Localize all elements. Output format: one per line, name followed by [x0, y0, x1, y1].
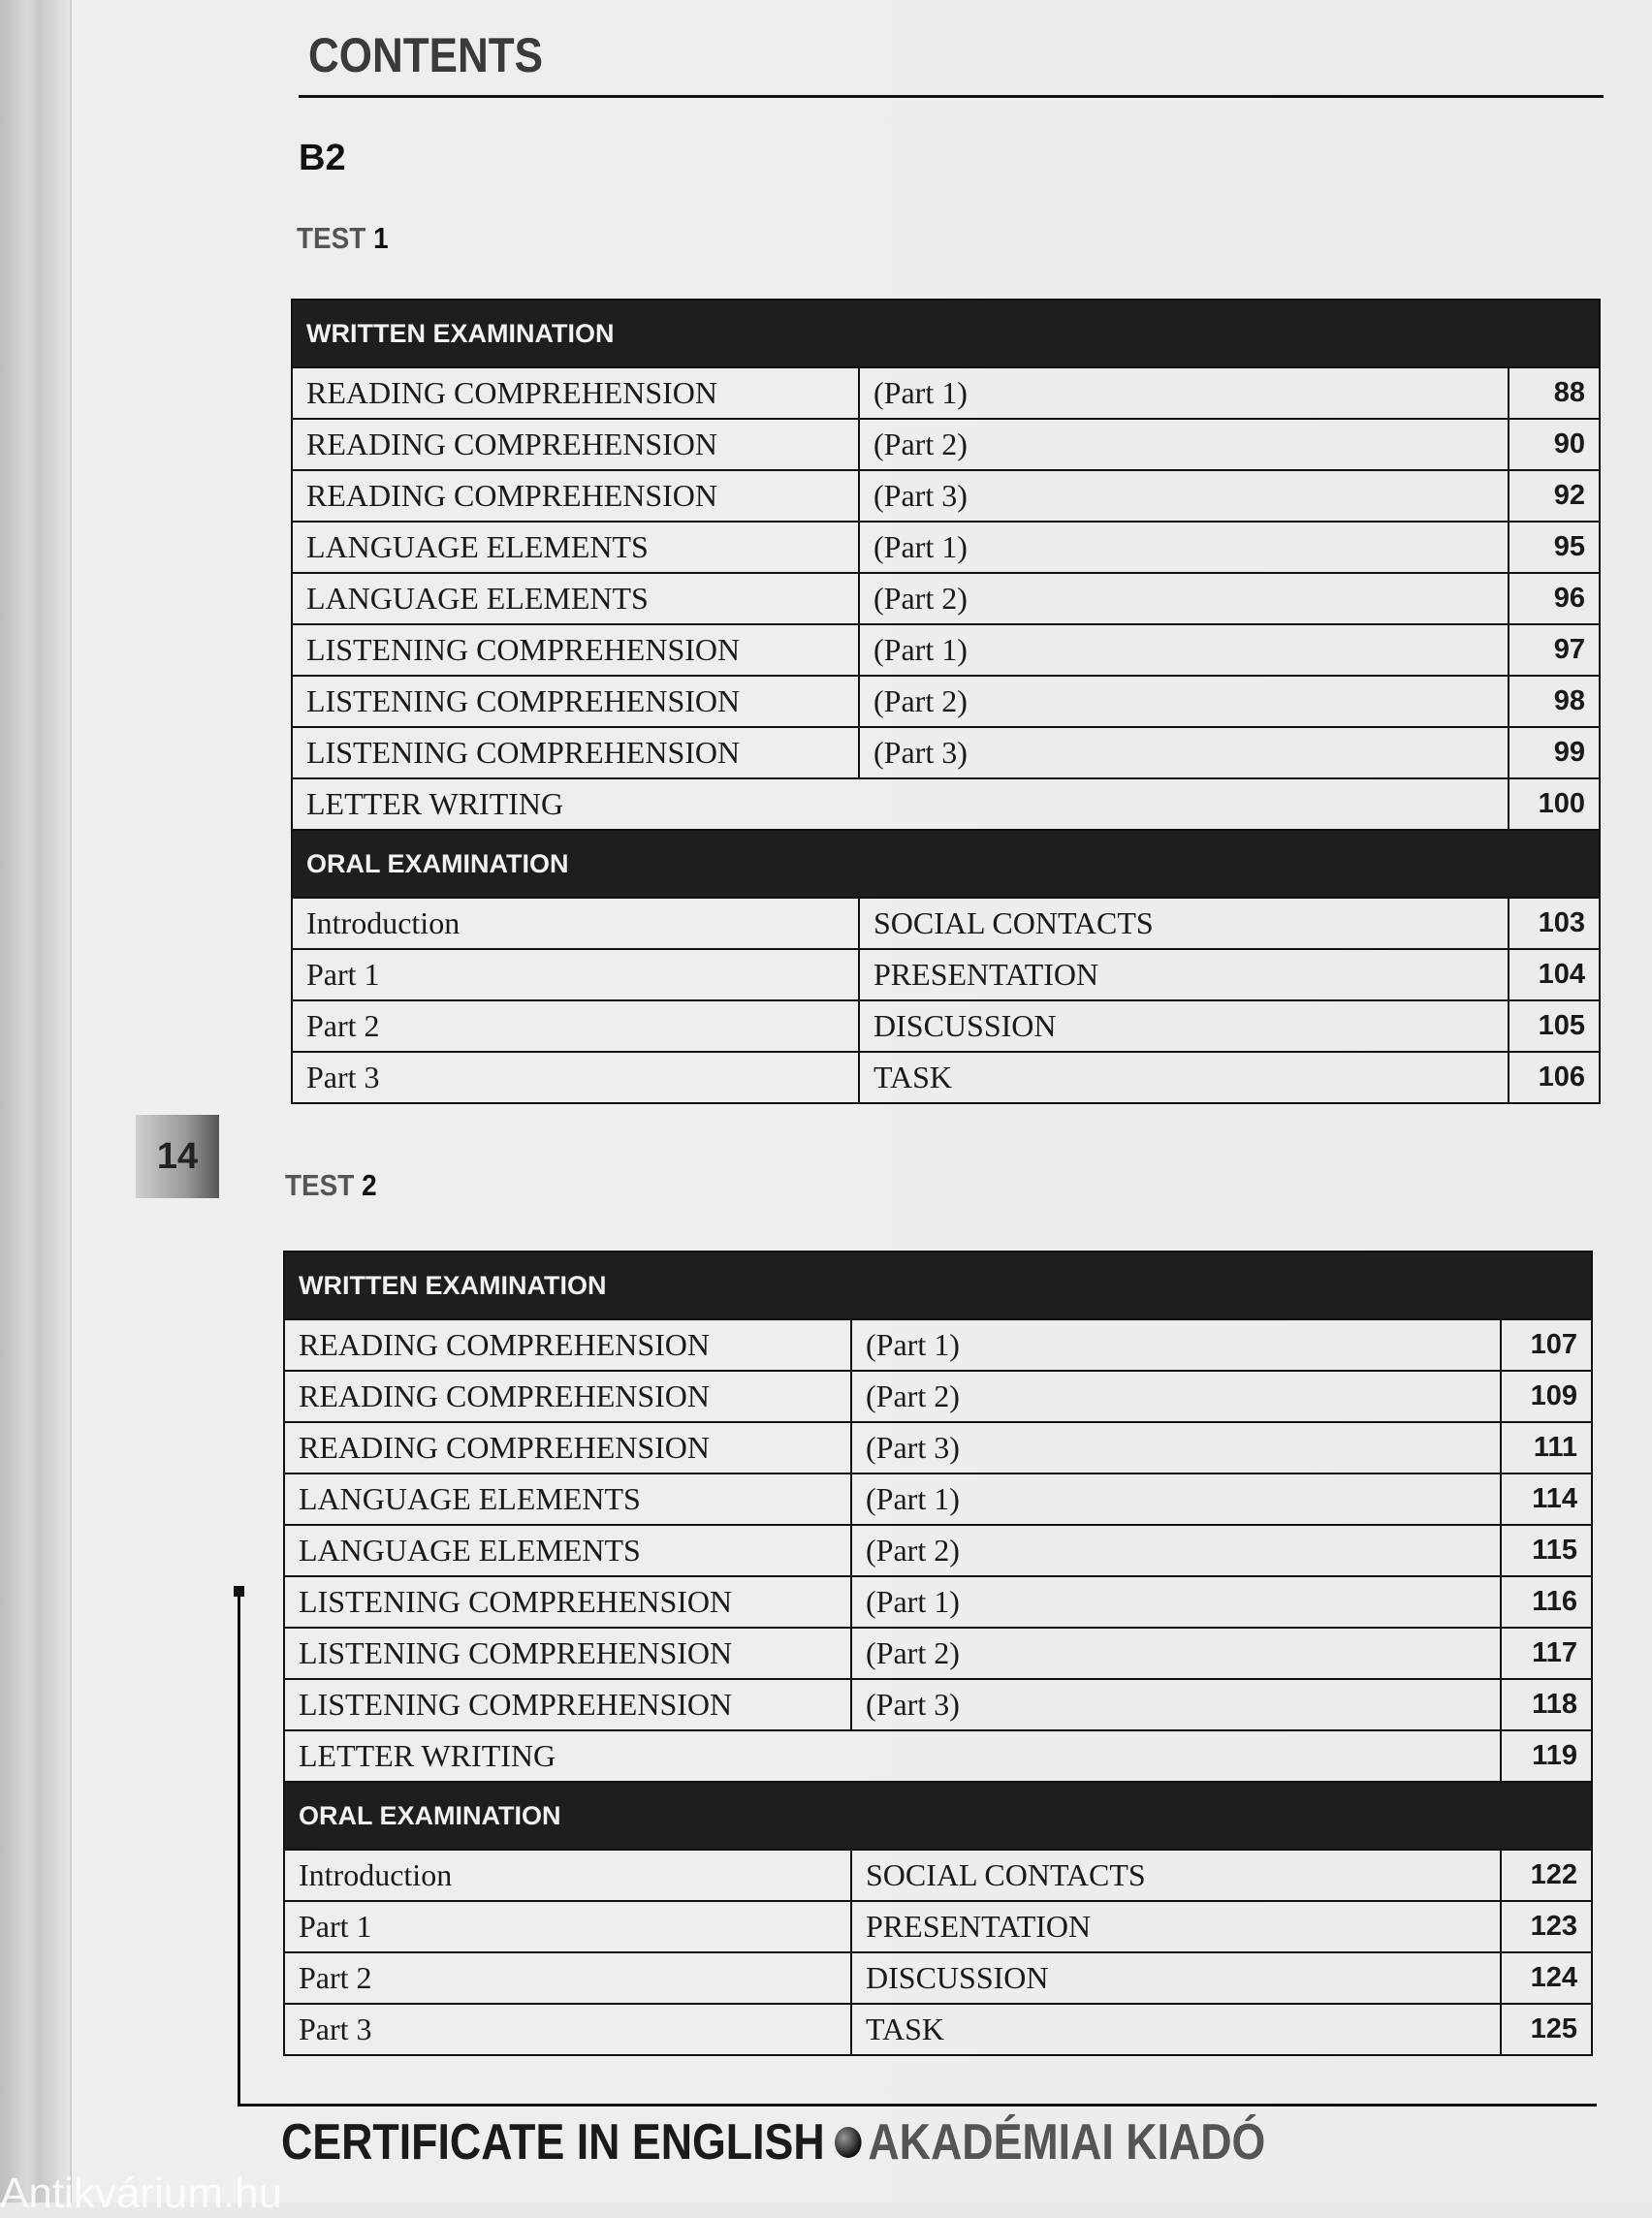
table-row[interactable]	[292, 470, 1600, 522]
test-number: 2	[362, 1168, 377, 1202]
page-number-cell: 111	[1501, 1422, 1592, 1473]
page-number-cell: 122	[1501, 1850, 1592, 1901]
page-number-cell: 96	[1509, 573, 1600, 624]
level-label: B2	[299, 138, 346, 178]
table-row[interactable]	[292, 573, 1600, 624]
oral-examination-header	[292, 830, 1600, 898]
footer-rule	[238, 2104, 1597, 2107]
part-cell: (Part 1)	[851, 1473, 1501, 1525]
task-cell: TASK	[859, 1052, 1509, 1103]
part-cell: (Part 3)	[859, 727, 1509, 778]
part-cell: (Part 2)	[851, 1525, 1501, 1576]
table-row[interactable]	[292, 949, 1600, 1000]
part-cell: (Part 2)	[859, 419, 1509, 470]
page-number-cell: 124	[1501, 1952, 1592, 2004]
section-heading: ORAL EXAMINATION	[284, 1782, 1592, 1850]
page-number-cell: 95	[1509, 522, 1600, 573]
letter-writing-cell: LETTER WRITING	[292, 778, 1509, 830]
table-row[interactable]	[284, 1319, 1592, 1371]
part-cell: (Part 1)	[859, 367, 1509, 419]
page-number-badge: 14	[136, 1115, 219, 1198]
page-number-cell: 114	[1501, 1473, 1592, 1525]
part-cell: Part 2	[292, 1000, 859, 1052]
page-number-cell: 105	[1509, 1000, 1600, 1052]
part-cell: Introduction	[292, 898, 859, 949]
table-row[interactable]	[292, 898, 1600, 949]
table-row[interactable]	[284, 1525, 1592, 1576]
page-number-cell: 97	[1509, 624, 1600, 676]
part-cell: Introduction	[284, 1850, 851, 1901]
skill-cell: LANGUAGE ELEMENTS	[292, 573, 859, 624]
table-row[interactable]	[284, 1473, 1592, 1525]
skill-cell: READING COMPREHENSION	[284, 1319, 851, 1371]
skill-cell: LISTENING COMPREHENSION	[292, 727, 859, 778]
test-1-contents-table	[291, 299, 1601, 1104]
skill-cell: LANGUAGE ELEMENTS	[284, 1473, 851, 1525]
table-row[interactable]	[284, 1422, 1592, 1473]
part-cell: (Part 3)	[851, 1679, 1501, 1730]
title-rule	[299, 95, 1604, 98]
part-cell: (Part 1)	[859, 624, 1509, 676]
page-number-cell: 100	[1509, 778, 1600, 830]
table-row[interactable]	[292, 676, 1600, 727]
oral-examination-header	[284, 1782, 1592, 1850]
part-cell: Part 3	[284, 2004, 851, 2055]
page-number-cell: 123	[1501, 1901, 1592, 1952]
book-spine	[0, 0, 72, 2202]
page-number-cell: 116	[1501, 1576, 1592, 1628]
test-1-heading	[297, 221, 389, 256]
task-cell: TASK	[851, 2004, 1501, 2055]
page-number-cell: 106	[1509, 1052, 1600, 1103]
skill-cell: READING COMPREHENSION	[292, 419, 859, 470]
table-row[interactable]	[284, 1371, 1592, 1422]
page-number-cell: 98	[1509, 676, 1600, 727]
table-row[interactable]	[292, 367, 1600, 419]
page-number-cell: 92	[1509, 470, 1600, 522]
task-cell: PRESENTATION	[859, 949, 1509, 1000]
footer-imprint	[281, 2113, 1265, 2171]
page-number-cell: 88	[1509, 367, 1600, 419]
page-number-cell: 90	[1509, 419, 1600, 470]
part-cell: (Part 2)	[859, 573, 1509, 624]
table-row[interactable]	[292, 778, 1600, 830]
table-row[interactable]	[284, 1730, 1592, 1782]
letter-writing-cell: LETTER WRITING	[284, 1730, 1501, 1782]
page-number-cell: 125	[1501, 2004, 1592, 2055]
table-row[interactable]	[292, 624, 1600, 676]
watermark: Antikvárium.hu	[0, 2170, 283, 2217]
part-cell: (Part 1)	[851, 1319, 1501, 1371]
task-cell: DISCUSSION	[859, 1000, 1509, 1052]
test-number: 1	[373, 221, 389, 255]
skill-cell: LISTENING COMPREHENSION	[284, 1628, 851, 1679]
skill-cell: LISTENING COMPREHENSION	[284, 1576, 851, 1628]
task-cell: DISCUSSION	[851, 1952, 1501, 2004]
skill-cell: LANGUAGE ELEMENTS	[292, 522, 859, 573]
part-cell: Part 1	[284, 1901, 851, 1952]
page-number-cell: 115	[1501, 1525, 1592, 1576]
table-row[interactable]	[284, 1850, 1592, 1901]
skill-cell: LISTENING COMPREHENSION	[292, 676, 859, 727]
page-number-cell: 103	[1509, 898, 1600, 949]
table-row[interactable]	[292, 727, 1600, 778]
skill-cell: READING COMPREHENSION	[284, 1422, 851, 1473]
series-title: CERTIFICATE IN ENGLISH	[281, 2114, 825, 2170]
skill-cell: READING COMPREHENSION	[292, 367, 859, 419]
part-cell: Part 2	[284, 1952, 851, 2004]
skill-cell: LANGUAGE ELEMENTS	[284, 1525, 851, 1576]
task-cell: PRESENTATION	[851, 1901, 1501, 1952]
part-cell: Part 3	[292, 1052, 859, 1103]
section-heading: WRITTEN EXAMINATION	[284, 1252, 1592, 1319]
table-row[interactable]	[292, 419, 1600, 470]
task-cell: SOCIAL CONTACTS	[859, 898, 1509, 949]
part-cell: (Part 3)	[859, 470, 1509, 522]
table-row[interactable]	[292, 1052, 1600, 1103]
table-row[interactable]	[284, 1679, 1592, 1730]
part-cell: (Part 3)	[851, 1422, 1501, 1473]
table-row[interactable]	[284, 1576, 1592, 1628]
part-cell: Part 1	[292, 949, 859, 1000]
task-cell: SOCIAL CONTACTS	[851, 1850, 1501, 1901]
bracket-line-vertical	[238, 1590, 240, 2107]
page-number-cell: 107	[1501, 1319, 1592, 1371]
test-2-heading	[285, 1168, 377, 1203]
page-number-cell: 118	[1501, 1679, 1592, 1730]
part-cell: (Part 2)	[851, 1371, 1501, 1422]
skill-cell: READING COMPREHENSION	[292, 470, 859, 522]
table-row[interactable]	[292, 522, 1600, 573]
part-cell: (Part 2)	[859, 676, 1509, 727]
table-row[interactable]	[284, 1628, 1592, 1679]
part-cell: (Part 2)	[851, 1628, 1501, 1679]
publisher-name: AKADÉMIAI KIADÓ	[868, 2114, 1266, 2170]
table-row[interactable]	[292, 1000, 1600, 1052]
written-examination-header	[284, 1252, 1592, 1319]
part-cell: (Part 1)	[859, 522, 1509, 573]
page-number-cell: 119	[1501, 1730, 1592, 1782]
page-number-cell: 109	[1501, 1371, 1592, 1422]
page-number-cell: 99	[1509, 727, 1600, 778]
part-cell: (Part 1)	[851, 1576, 1501, 1628]
test-2-contents-table	[283, 1251, 1593, 2056]
section-heading: ORAL EXAMINATION	[292, 830, 1600, 898]
skill-cell: LISTENING COMPREHENSION	[292, 624, 859, 676]
skill-cell: LISTENING COMPREHENSION	[284, 1679, 851, 1730]
page-number-cell: 117	[1501, 1628, 1592, 1679]
table-row[interactable]	[284, 2004, 1592, 2055]
skill-cell: READING COMPREHENSION	[284, 1371, 851, 1422]
bullet-icon	[835, 2127, 862, 2158]
page-title: CONTENTS	[308, 28, 543, 82]
table-row[interactable]	[284, 1952, 1592, 2004]
test-label: TEST	[285, 1168, 355, 1202]
table-row[interactable]	[284, 1901, 1592, 1952]
written-examination-header	[292, 300, 1600, 367]
section-heading: WRITTEN EXAMINATION	[292, 300, 1600, 367]
test-label: TEST	[297, 221, 366, 255]
page-number-cell: 104	[1509, 949, 1600, 1000]
